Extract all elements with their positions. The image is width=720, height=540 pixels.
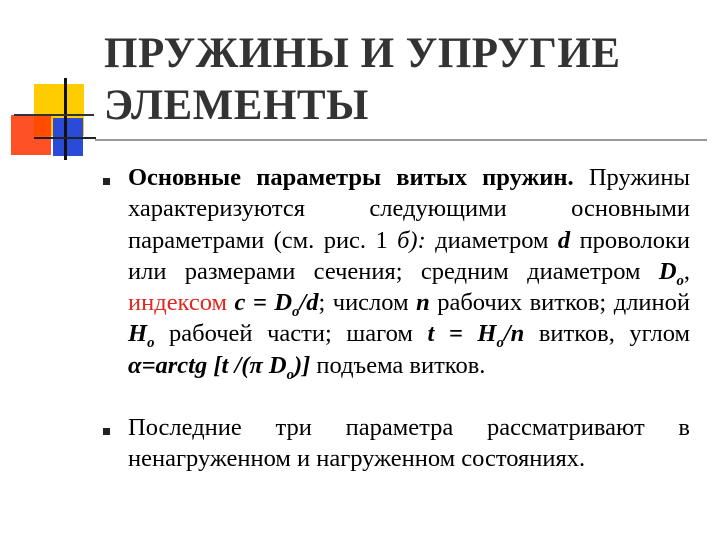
- figure-ref: б):: [397, 226, 426, 254]
- title-line-1: ПРУЖИНЫ И УПРУГИЕ: [104, 30, 621, 77]
- text: проволоки или размерами сечения; средним диаметром: [128, 226, 690, 285]
- title-line-2: ЭЛЕМЕНТЫ: [104, 82, 369, 129]
- subscript: o: [147, 335, 155, 352]
- formula-part: )]: [293, 351, 311, 379]
- text: Пружины характеризуются следующими основными параметрами (см. рис. 1: [128, 164, 690, 254]
- decor-horizontal-line: [14, 114, 94, 116]
- symbol-d: d: [557, 226, 571, 254]
- paragraph-states: Последние три параметра рассматривают в ненагруженном и нагруженном состояниях.: [128, 414, 690, 473]
- symbol-alpha: α: [128, 351, 142, 379]
- decor-vertical-line: [64, 78, 67, 160]
- formula-arctg: =arctg [t /(π D: [141, 351, 287, 379]
- symbol-H: H: [128, 320, 148, 348]
- slide-title: [104, 28, 704, 132]
- text: рабочих витков; длиной: [429, 289, 691, 317]
- bullet-square-icon: [103, 428, 110, 435]
- formula-c: c = D: [234, 289, 293, 317]
- subscript: o: [676, 272, 684, 289]
- text: витков, углом: [524, 320, 690, 348]
- text: рабочей части; шагом: [154, 320, 428, 348]
- bullet-square-icon: [103, 178, 110, 185]
- text: ; числом: [318, 289, 417, 317]
- text: диаметром: [425, 226, 558, 254]
- formula-part: /d: [299, 289, 319, 317]
- text: подъема витков.: [310, 351, 486, 379]
- decor-red-square: [11, 115, 51, 155]
- subscript: o: [286, 366, 294, 383]
- paragraph-spring-parameters: [128, 162, 690, 381]
- formula-t: t = H: [427, 320, 497, 348]
- text: [227, 289, 235, 316]
- text: ,: [683, 257, 690, 285]
- subscript: o: [496, 335, 504, 352]
- symbol-n: n: [416, 289, 430, 317]
- title-underline: [95, 139, 707, 141]
- highlighted-term: индексом: [128, 289, 228, 317]
- symbol-D: D: [658, 257, 677, 285]
- formula-part: /n: [503, 320, 525, 348]
- subscript: o: [292, 304, 300, 321]
- lead-text: Основные параметры витых пружин.: [128, 164, 574, 191]
- decor-horizontal-line-2: [34, 137, 96, 139]
